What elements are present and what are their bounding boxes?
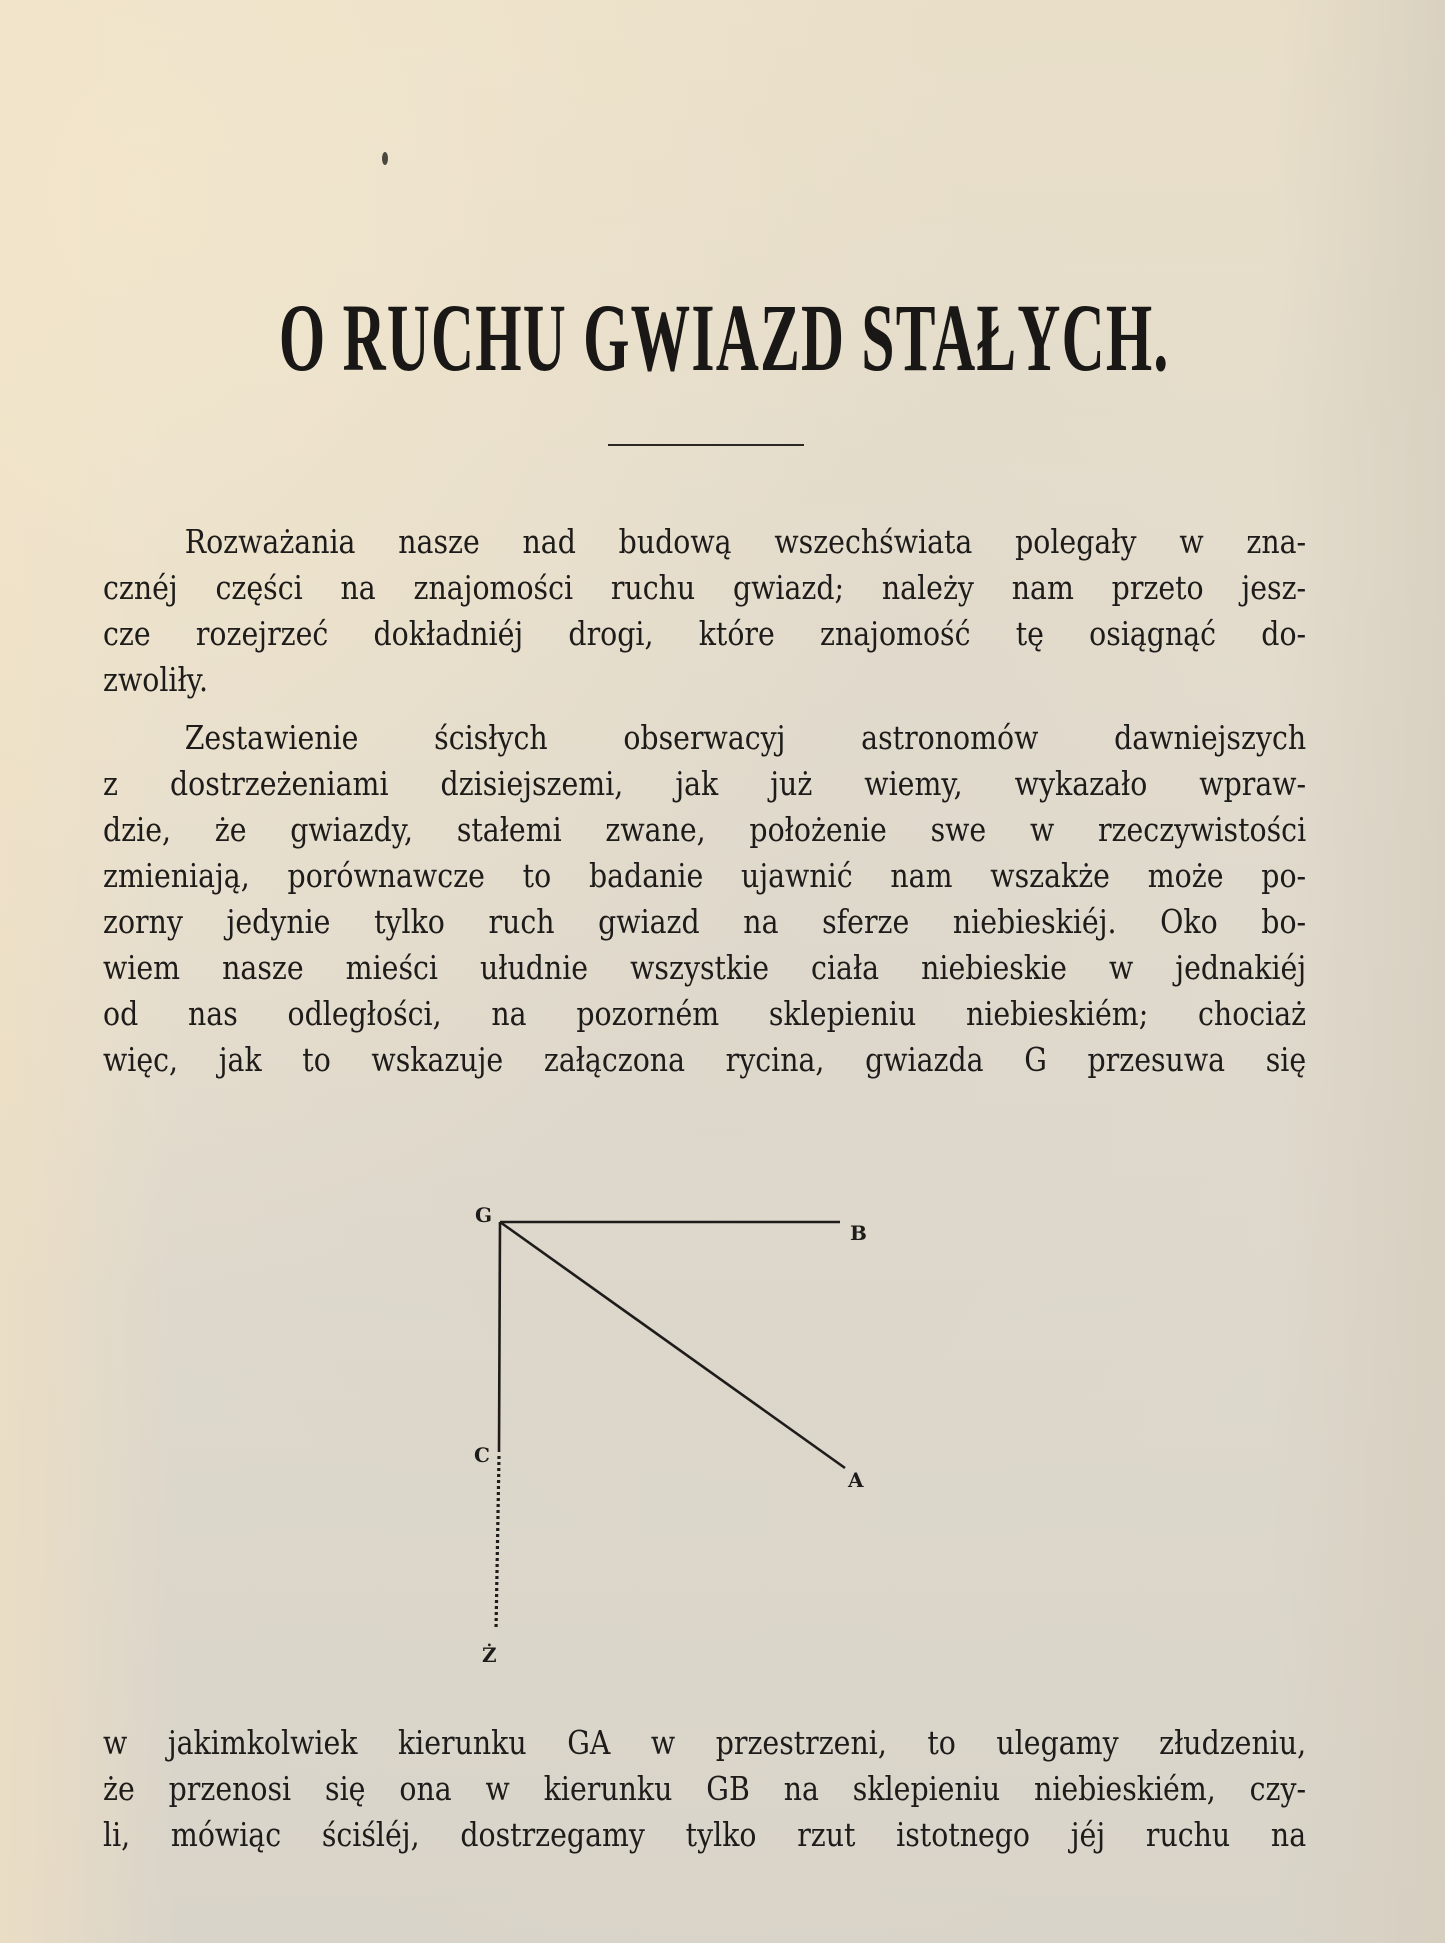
- text-line: wiem nasze mieści ułudnie wszystkie ciała niebieskie w jednakiéj: [103, 948, 1307, 987]
- label-g: G: [475, 1203, 493, 1227]
- text-line: zorny jedynie tylko ruch gwiazd na sferze niebieskiéj. Oko bo-: [103, 902, 1307, 941]
- segment-cz: [496, 1456, 499, 1630]
- paragraph-3: [103, 1720, 1306, 1858]
- text-line: Zestawienie ścisłych obserwacyj astronomów dawniejszych: [184, 718, 1307, 757]
- paragraph-1: [103, 519, 1306, 703]
- ink-speck: [382, 152, 388, 165]
- text-line: w jakimkolwiek kierunku GA w przestrzeni, to ulegamy złudzeniu,: [103, 1723, 1307, 1762]
- text-line: od nas odległości, na pozorném sklepieniu niebieskiém; chociaż: [103, 994, 1307, 1033]
- text-line: więc, jak to wskazuje załączona rycina, gwiazda G przesuwa się: [103, 1040, 1307, 1079]
- label-z: Ż: [482, 1643, 497, 1667]
- text-line: dzie, że gwiazdy, stałemi zwane, położenie swe w rzeczywistości: [103, 810, 1307, 849]
- title-divider: [608, 444, 804, 446]
- star-motion-diagram: [460, 1190, 880, 1667]
- chapter-title: O RUCHU GWIAZD STAŁYCH.: [278, 284, 1170, 391]
- text-line: li, mówiąc ściśléj, dostrzegamy tylko rzut istotnego jéj ruchu na: [103, 1815, 1307, 1854]
- paragraph-2: [103, 715, 1306, 1083]
- label-b: B: [850, 1221, 867, 1245]
- segment-ga: [500, 1222, 845, 1468]
- segment-gc: [499, 1222, 500, 1452]
- text-line: cze rozejrzeć dokładniéj drogi, które znajomość tę osiągnąć do-: [103, 614, 1307, 653]
- label-c: C: [474, 1443, 490, 1467]
- text-line: zmieniają, porównawcze to badanie ujawnić nam wszakże może po-: [103, 856, 1307, 895]
- label-a: A: [848, 1468, 864, 1492]
- diagram-svg: [460, 1190, 880, 1667]
- text-line: że przenosi się ona w kierunku GB na sklepieniu niebieskiém, czy-: [103, 1769, 1307, 1808]
- text-line: z dostrzeżeniami dzisiejszemi, jak już wiemy, wykazało wpraw-: [103, 764, 1307, 803]
- text-line: Rozważania nasze nad budową wszechświata polegały w zna-: [184, 522, 1307, 561]
- text-line: cznéj części na znajomości ruchu gwiazd; należy nam przeto jesz-: [103, 568, 1307, 607]
- text-line: zwoliły.: [103, 660, 208, 699]
